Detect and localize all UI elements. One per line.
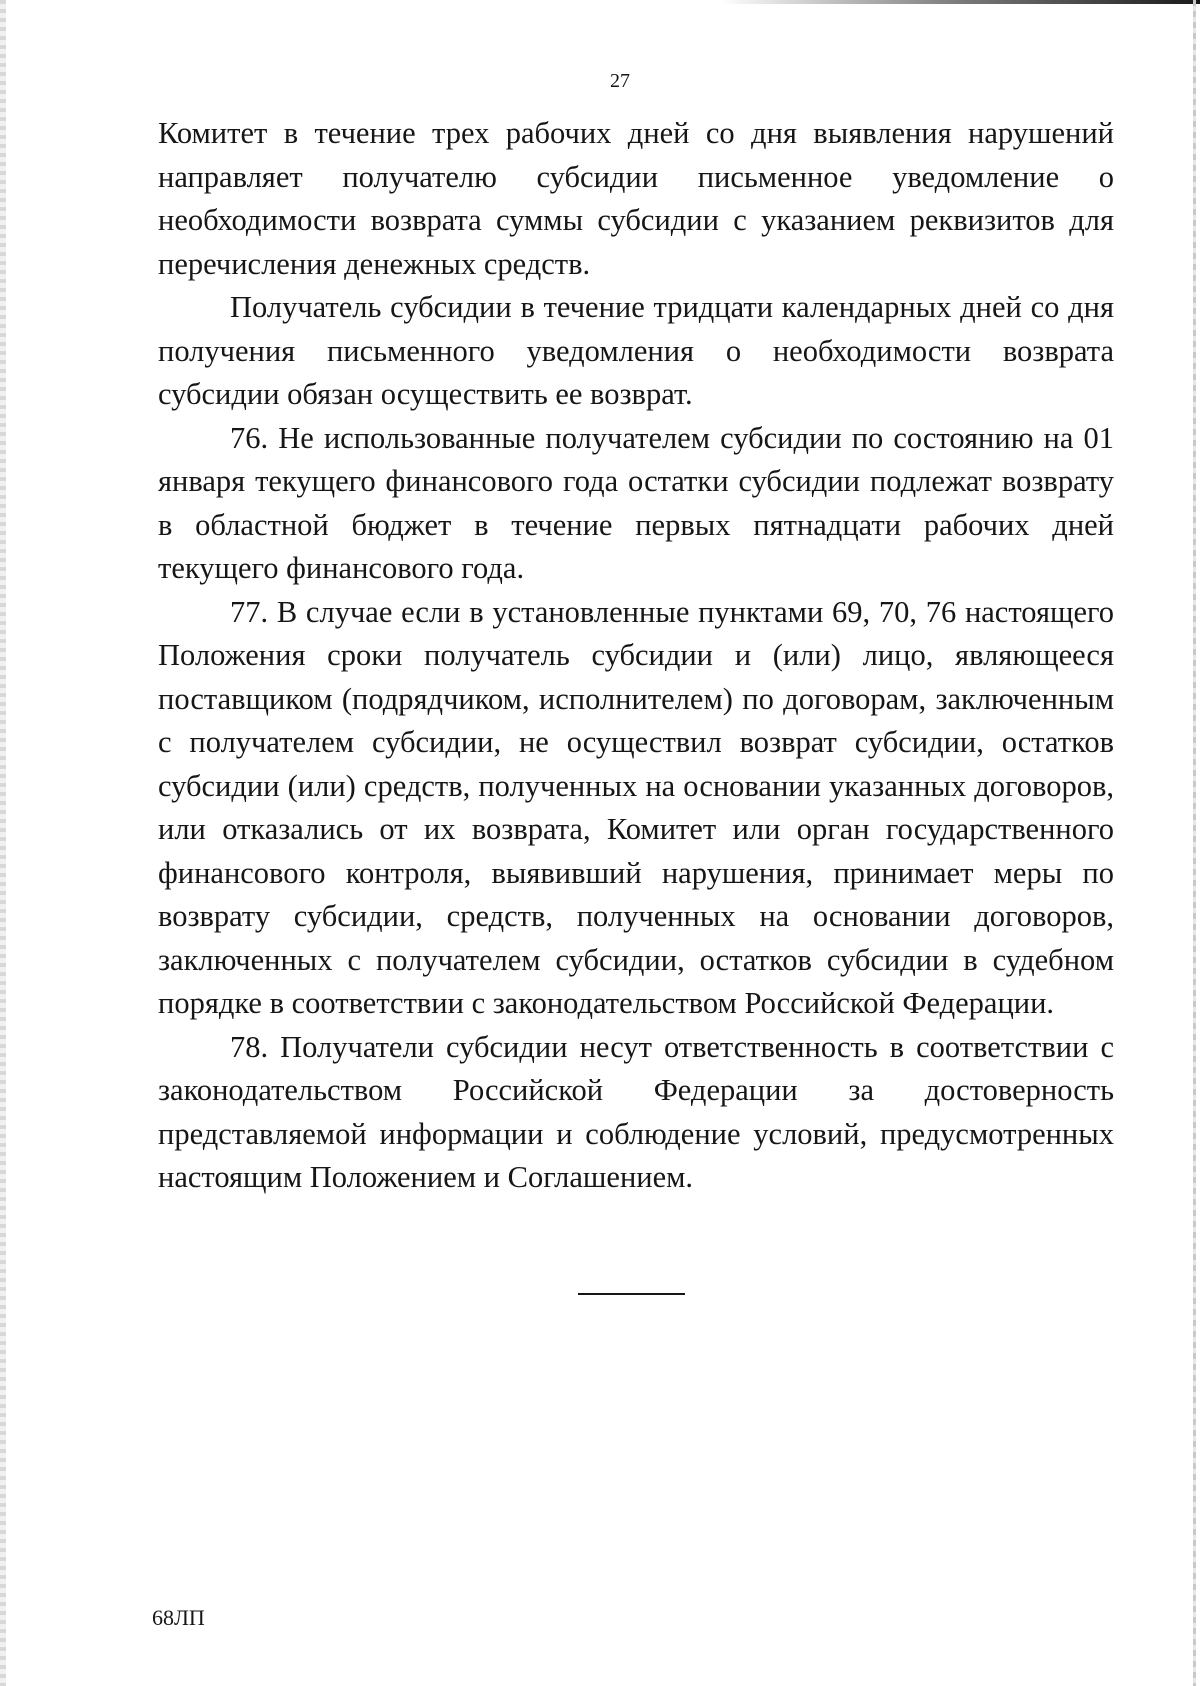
paragraph-item-76: 76. Не использованные получателем субсидии по состоянию на 01 января текущего финансового года остатки субсидии подлежат возврату в областной бюджет в течение первых пятнадцати рабочих дней текущего финансового года. <box>158 420 1114 585</box>
paragraph-committee-notice: Комитет в течение трех рабочих дней со дня выявления нарушений направляет получателю субсидии письменное уведомление о необходимости возврата суммы субсидии с указанием реквизитов для перечисления денежных средств. <box>158 116 1114 281</box>
end-separator-line <box>578 1293 685 1295</box>
scan-left-edge <box>0 0 6 1686</box>
document-code: 68ЛП <box>152 1605 205 1630</box>
scan-top-edge <box>0 0 1200 4</box>
paragraph-recipient-return: Получатель субсидии в течение тридцати календарных дней со дня получения письменного уведомления о необходимости возврата субсидии обязан осуществить ее возврат. <box>158 290 1114 411</box>
page-number: 27 <box>610 70 630 92</box>
paragraph-item-77: 77. В случае если в установленные пунктами 69, 70, 76 настоящего Положения сроки получатель субсидии и (или) лицо, являющееся поставщиком (подрядчиком, исполнителем) по договорам, заключенным с получателем субсидии, не осуществил возврат субсидии, остатков субсидии (или) средств, полученных на основании указанных договоров, или отказались от их возврата, Комитет или орган государственного финансового контроля, выявивший нарушения, принимает меры по возврату субсидии, средств, полученных на основании договоров, заключенных с получателем субсидии, остатков субсидии в судебном порядке в соответствии с законодательством Российской Федерации. <box>158 594 1114 1020</box>
document-body <box>158 112 1114 1200</box>
paragraph-item-78: 78. Получатели субсидии несут ответственность в соответствии с законодательством Российской Федерации за достоверность представляемой информации и соблюдение условий, предусмотренных настоящим Положением и Соглашением. <box>158 1029 1114 1194</box>
scan-right-edge <box>1193 0 1196 1686</box>
